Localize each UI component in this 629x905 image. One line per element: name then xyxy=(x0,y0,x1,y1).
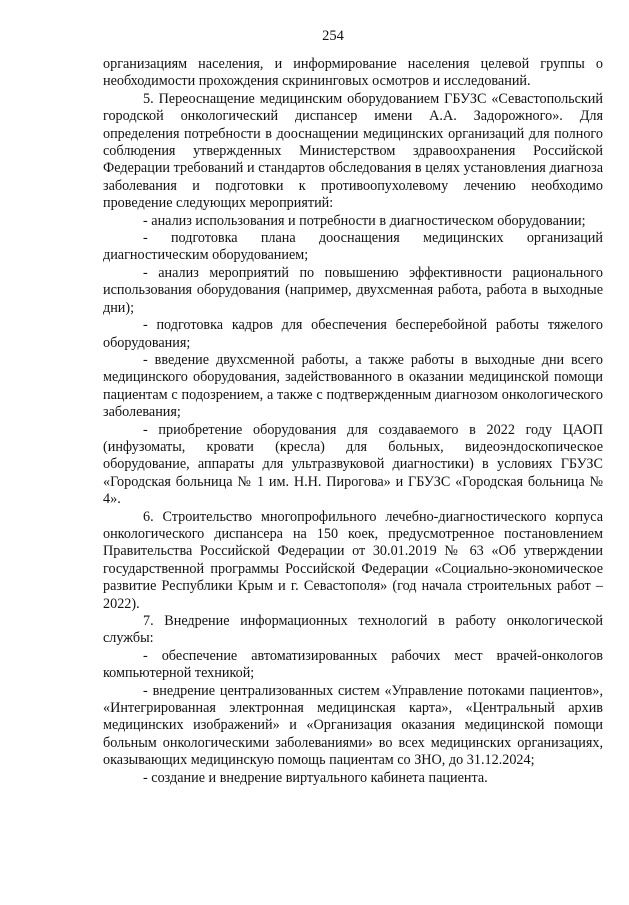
paragraph-item-6: 6. Строительство многопрофильного лечебно-диагностического корпуса онкологического диспансера на 150 коек, предусмотренное постановлением Правительства Российской Федерации от 30.01.2019 № 63 «Об утверждении государственной программы Российской Федерации «Социально-экономическое развитие Республики Крым и г. Севастополя» (год начала строительных работ – 2022). xyxy=(103,508,603,612)
paragraph-item-5: 5. Переоснащение медицинским оборудованием ГБУЗС «Севастопольский городской онкологический диспансер имени А.А. Задорожного». Для определения потребности в дооснащении медицинских организаций для полного соблюдения утвержденных Министерством здравоохранения Российской Федерации требований и стандартов обследования в целях установления диагноза заболевания и подготовки к противоопухолевому лечению необходимо проведение следующих мероприятий: xyxy=(103,90,603,212)
bullet-systems: - внедрение централизованных систем «Управление потоками пациентов», «Интегрированная электронная медицинская карта», «Центральный архив медицинских изображений» и «Организация оказания медицинской помощи больным онкологическими заболеваниями» во всех медицинских организациях, оказывающих медицинскую помощь пациентам со ЗНО, до 31.12.2024; xyxy=(103,682,603,769)
page-number: 254 xyxy=(322,28,344,44)
bullet-two-shift: - введение двухсменной работы, а также работы в выходные дни всего медицинского оборудования, задействованного в оказании медицинской помощи пациентам с подозрением, а также с подтвержденным диагнозом онкологического заболевания; xyxy=(103,351,603,421)
paragraph-item-7: 7. Внедрение информационных технологий в работу онкологической службы: xyxy=(103,613,603,647)
bullet-workstations: - обеспечение автоматизированных рабочих мест врачей-онкологов компьютерной техникой; xyxy=(103,647,603,682)
bullet-purchase: - приобретение оборудования для создаваемого в 2022 году ЦАОП (инфузоматы, кровати (кресла) для больных, видеоэндоскопическое оборудование, аппараты для ультразвуковой диагностики) в условиях ГБУЗС «Городская больница № 1 им. Н.Н. Пирогова» и ГБУЗС «Городская больница № 4». xyxy=(103,421,603,508)
bullet-staff: - подготовка кадров для обеспечения бесперебойной работы тяжелого оборудования; xyxy=(103,317,603,351)
bullet-efficiency: - анализ мероприятий по повышению эффективности рационального использования оборудования (например, двухсменная работа, работа в выходные дни); xyxy=(103,264,603,316)
bullet-plan: - подготовка плана дооснащения медицинских организаций диагностическим оборудованием; xyxy=(103,230,603,264)
bullet-virtual-cabinet: - создание и внедрение виртуального кабинета пациента. xyxy=(143,769,488,786)
document-body xyxy=(103,56,603,787)
paragraph-continuation: организациям населения, и информирование населения целевой группы о необходимости прохождения скрининговых осмотров и исследований. xyxy=(103,56,603,90)
bullet-analysis: - анализ использования и потребности в диагностическом оборудовании; xyxy=(143,212,586,229)
